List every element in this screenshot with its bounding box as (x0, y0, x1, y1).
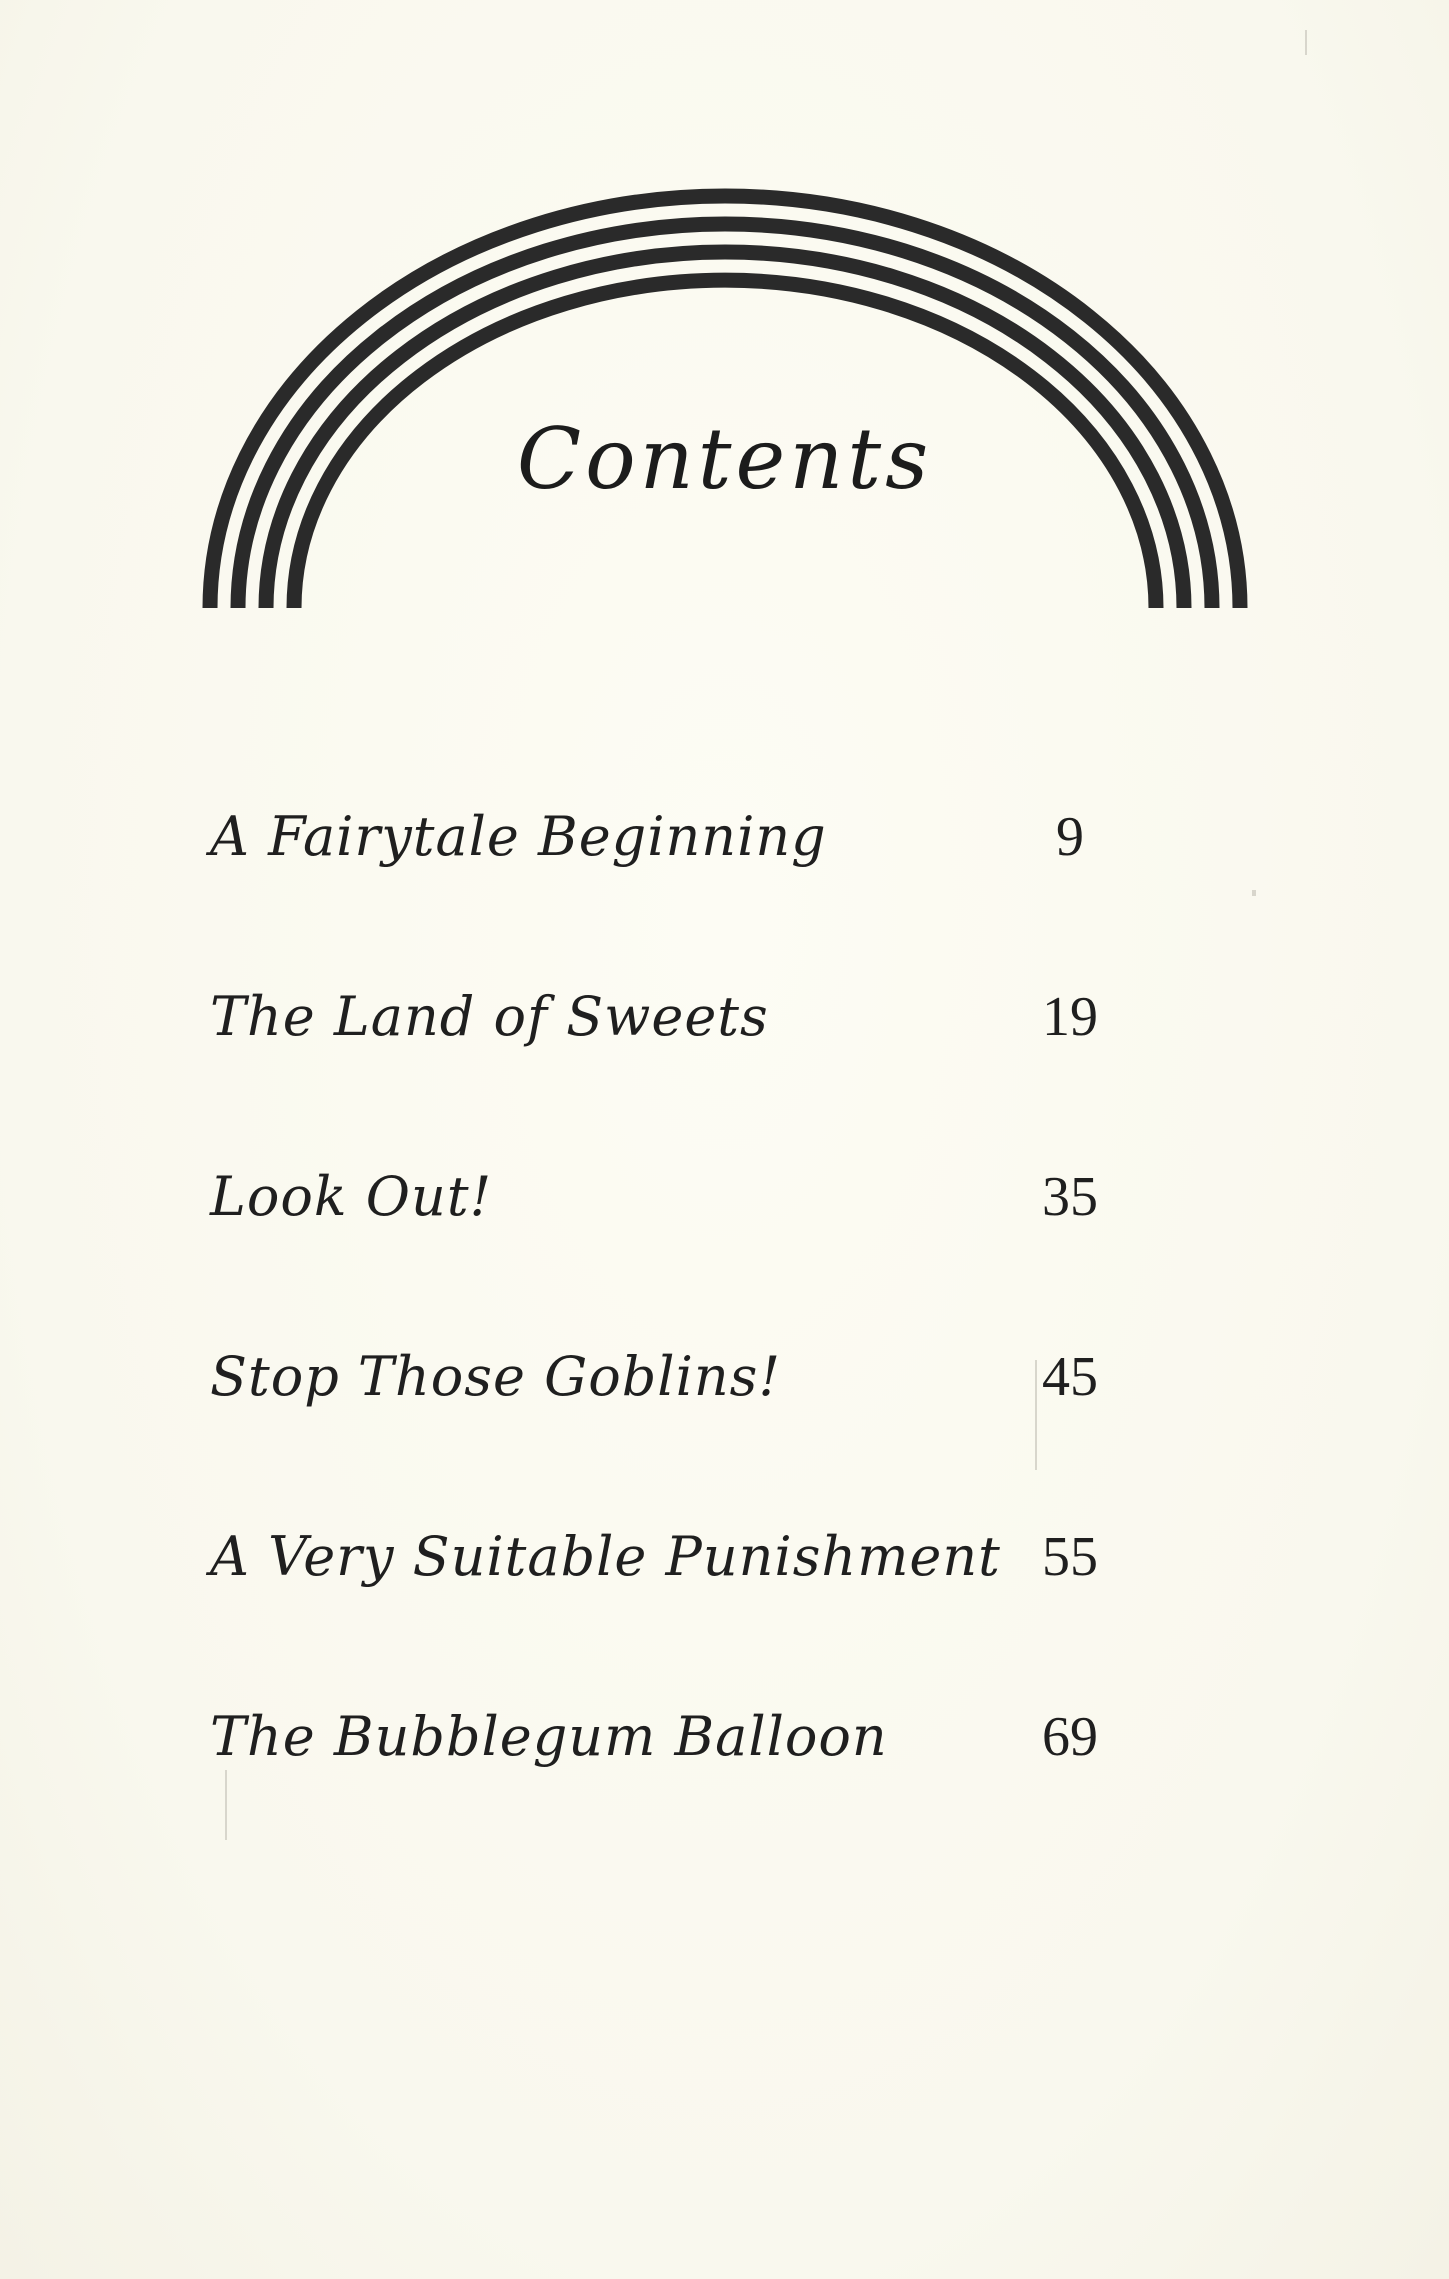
toc-entry (210, 1515, 1140, 1695)
scan-artifact-line (225, 1770, 227, 1840)
chapter-page-number: 45 (1042, 1346, 1098, 1408)
toc-entry (210, 975, 1140, 1155)
chapter-title: Look Out! (210, 1165, 493, 1228)
toc-entry (210, 795, 1140, 975)
chapter-title: A Very Suitable Punishment (210, 1525, 1001, 1588)
chapter-title: The Bubblegum Balloon (210, 1705, 888, 1768)
chapter-page-number: 35 (1042, 1166, 1098, 1228)
chapter-page-number: 9 (1056, 806, 1084, 868)
scan-artifact-line (1305, 30, 1307, 55)
toc-entry (210, 1155, 1140, 1335)
toc-entry (210, 1695, 1140, 1875)
chapter-page-number: 19 (1042, 986, 1098, 1048)
scan-artifact-dot (1252, 890, 1256, 896)
chapter-page-number: 69 (1042, 1706, 1098, 1768)
toc-entry (210, 1335, 1140, 1515)
page-title: Contents (516, 410, 933, 508)
table-of-contents (210, 795, 1140, 1875)
rainbow-arch-decoration (0, 0, 1449, 640)
chapter-title: Stop Those Goblins! (210, 1345, 782, 1408)
chapter-title: A Fairytale Beginning (210, 805, 827, 868)
chapter-page-number: 55 (1042, 1526, 1098, 1588)
chapter-title: The Land of Sweets (210, 985, 769, 1048)
scan-artifact-line (1035, 1360, 1037, 1470)
